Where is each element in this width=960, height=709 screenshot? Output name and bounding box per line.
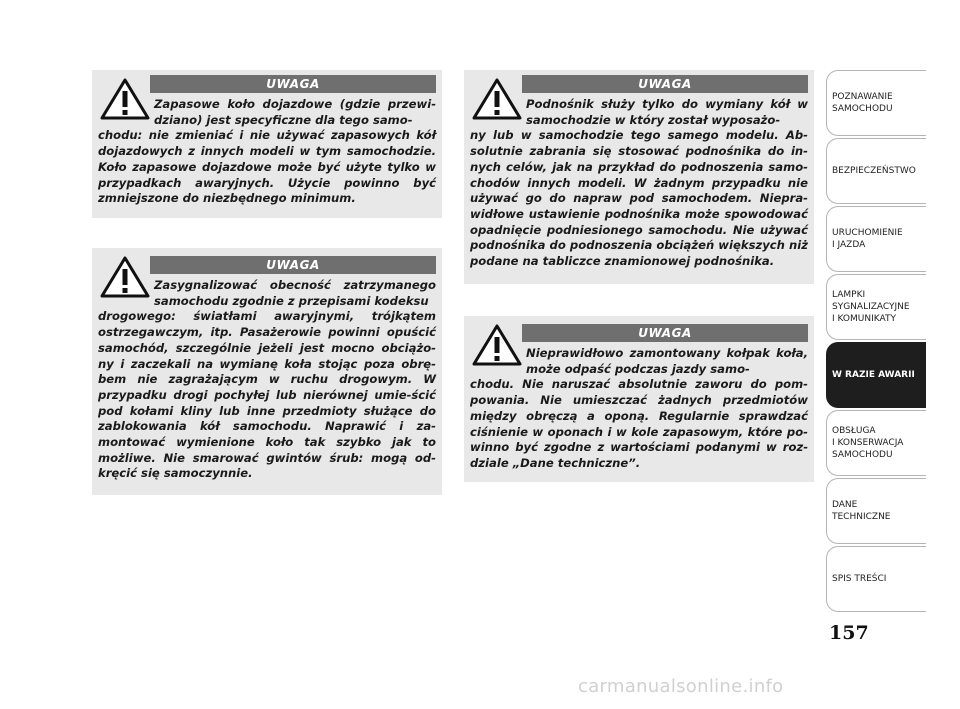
- warning-header: UWAGA: [522, 324, 808, 342]
- warning-header: UWAGA: [150, 75, 436, 93]
- warning-text: [98, 97, 436, 207]
- sidebar-tab-uruchomienie[interactable]: [826, 206, 926, 272]
- sidebar-tab-label: W RAZIE AWARII: [832, 370, 915, 380]
- warning-box-spare-wheel: [92, 70, 442, 218]
- warning-text-intro: Podnośnik służy tylko do wymiany kół w samochodzie w który został wyposażo-: [526, 97, 808, 127]
- warning-text: [98, 278, 436, 482]
- sidebar-tab-dane-techniczne[interactable]: [826, 478, 926, 544]
- warning-text-body: chodu: nie zmieniać i nie używać zapasowych kół dojazdowych z innych modeli w tym samochodzie. Koło zapasowe dojazdowe może być użyte tylko w przypadkach awaryjnych. Użycie powinno być zmniejszone do niezbędnego minimum.: [98, 128, 436, 206]
- sidebar-tab-label: BEZPIECZEŃSTWO: [832, 166, 916, 176]
- sidebar-tab-label: DANE TECHNICZNE: [832, 500, 891, 522]
- warning-header: UWAGA: [150, 256, 436, 274]
- sidebar-tab-bezpieczenstwo[interactable]: [826, 138, 926, 204]
- sidebar-tab-lampki[interactable]: [826, 274, 926, 340]
- warning-box-hubcap: [464, 316, 814, 482]
- sidebar-tab-label: LAMPKI SYGNALIZACYJNE I KOMUNIKATY: [832, 290, 910, 324]
- sidebar-tab-spis-tresci[interactable]: [826, 546, 926, 612]
- warning-text-body: chodu. Nie naruszać absolutnie zaworu do pom-powania. Nie umieszczać żadnych przedmiotów między obręczą a oponą. Regularnie sprawdzać ciśnienie w oponach i w kole zapasowym, które po-winno być zgodne z wartościami podanymi w roz-dziale „Dane techniczne”.: [470, 377, 808, 470]
- warning-text: [470, 97, 808, 270]
- warning-header: UWAGA: [522, 75, 808, 93]
- sidebar-tab-poznawanie[interactable]: [826, 70, 926, 136]
- watermark-text: carmanualsonline.info: [578, 676, 784, 697]
- warning-text-intro: Zasygnalizować obecność zatrzymanego samochodu zgodnie z przepisami kodeksu: [154, 278, 436, 308]
- sidebar-tab-w-razie-awarii[interactable]: [826, 342, 926, 408]
- warning-text-body: ny lub w samochodzie tego samego modelu. Ab-solutnie zabrania się stosować podnośnika do in-nych celów, jak na przykład do podnoszenia samo-chodów innych modeli. W żadnym przypadku nie używać go do napraw pod samochodem. Niepra-widłowe ustawienie podnośnika może spowodować opadnięcie podniesionego samochodu. Nie używać podnośnika do podnoszenia obciążeń większych niż podane na tabliczce znamionowej podnośnika.: [470, 128, 808, 269]
- sidebar-tab-label: POZNAWANIE SAMOCHODU: [832, 92, 893, 114]
- sidebar-tab-label: OBSŁUGA I KONSERWACJA SAMOCHODU: [832, 426, 904, 460]
- sidebar-tab-label: URUCHOMIENIE I JAZDA: [832, 228, 903, 250]
- warning-text: [470, 346, 808, 472]
- warning-text-intro: Zapasowe koło dojazdowe (gdzie przewi-dziano) jest specyficzne dla tego samo-: [154, 97, 436, 127]
- sidebar-tab-obsluga[interactable]: [826, 410, 926, 476]
- sidebar-tab-label: SPIS TREŚCI: [832, 574, 887, 584]
- warning-box-stopped-vehicle: [92, 248, 442, 495]
- page-number: 157: [829, 622, 869, 644]
- warning-text-body: drogowego: światłami awaryjnymi, trójkątem ostrzegawczym, itp. Pasażerowie powinni opuścić samochód, szczególnie jeżeli jest mocno obciążo-ny i zaczekali na wymianę koła stojąc poza obrę-bem nie zagrażającym w ruchu drogowym. W przypadku drogi pochyłej lub nierównej umie-ścić pod kołami kliny lub inne przedmioty służące do zablokowania kół samochodu. Naprawić i za-montować wymienione koło tak szybko jak to możliwe. Nie smarować gwintów śrub: mogą od-kręcić się samoczynnie.: [98, 309, 436, 481]
- warning-text-intro: Nieprawidłowo zamontowany kołpak koła, może odpaść podczas jazdy samo-: [526, 346, 808, 376]
- warning-box-jack: [464, 70, 814, 284]
